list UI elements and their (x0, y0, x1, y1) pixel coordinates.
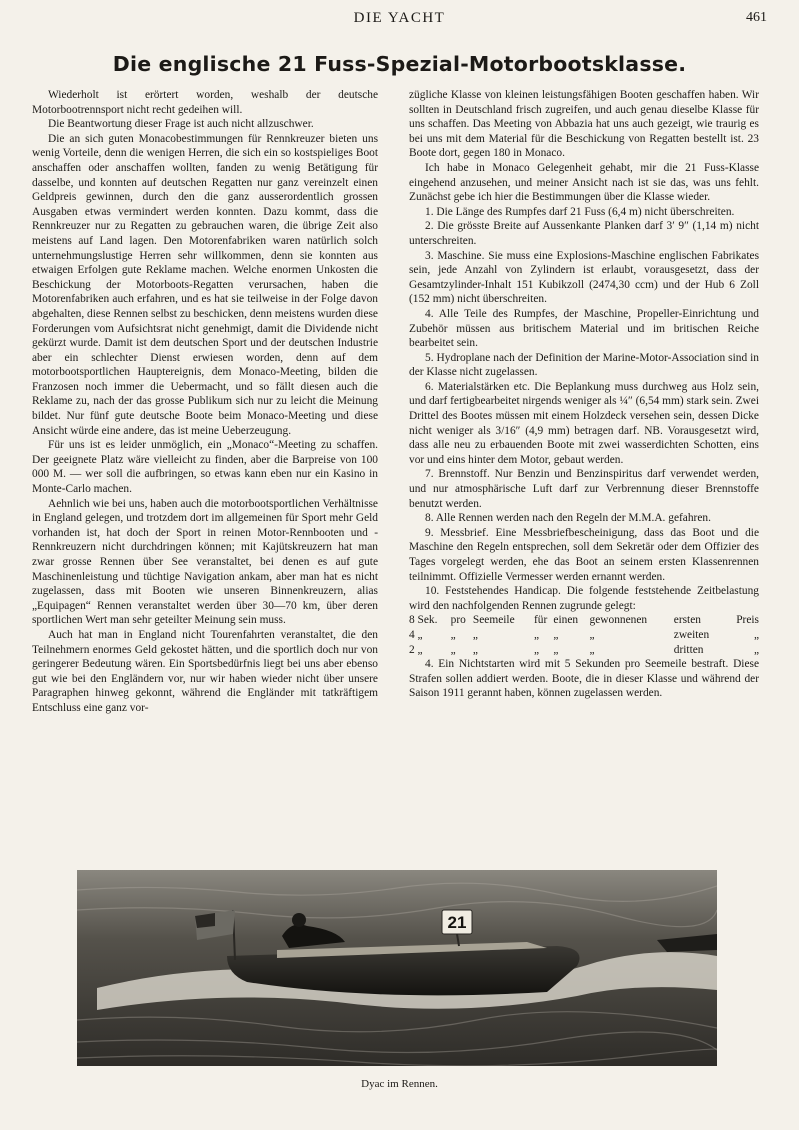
handicap-cell: pro (450, 614, 466, 627)
paragraph: Die an sich guten Monacobestimmungen für Rennkreuzer bieten uns wenig Vorteile, denn die wenigen Herren, die sich ein so kostspieliges Boot anschaffen oder anschaffen wollten, fanden zu wenig Betätigung für dasselbe, und konnten auf deutschen Regatten nur ganz vereinzelt einen Geldpreis gewinnen, durch den die ganz ausserordentlich grossen Ausgaben etwas vermindert werden konnten. Dazu kommt, dass die Rennkreuzer nur zu Regatten zu gebrauchen waren, die übrige Zeit also meistens auf Land lagen. Den Motorenfabriken waren natürlich solch unternehmungslustige Herren sehr willkommen, denn sie konnten aus etwaigen Erfolgen gute Reklame machen. Welche enormen Unkosten die Beschickung der Motorboots-Regatten verursachen, haben die Motorenfabriken auch erfahren, und es hat sie teilweise in der Folge davon abgehalten, diese Rennen selbst zu beschicken, denn meistens wurden diese Forderungen vom Aufsichtsrat nicht genehmigt, damit die Dividende nicht gekürzt wurde. Damit ist dem deutschen Sport und der deutschen Industrie aber ein schlechter Dienst erwiesen worden, denn auf dem motorbootsportlichen Hauptereignis, dem Monaco-Meeting, bilden die Franzosen noch immer die Uebermacht, und so fällt diesen auch die Reklame zu, nach der das grosse Publikum sich nur zu leicht die Meinung bildet. Nur fünf gute deutsche Boote beim Monaco-Meeting und diese Ansicht würde eine andere, das ist meine Ueberzeugung. (32, 132, 378, 437)
rule-9: 9. Messbrief. Eine Messbriefbescheinigung, dass das Boot und die Maschine den Regeln entsprechen, soll dem Sekretär oder dem Offizier des Tages vorgelegt werden, ehe das Boot an seinem ersten Klassenrennen teilnimmt. Offizielle Vermesser werden ernannt werden. (409, 526, 759, 583)
paragraph: zügliche Klasse von kleinen leistungsfähigen Booten geschaffen haben. Wir sollten in Deutschland frisch zugreifen, und auch genau dieselbe Klasse für uns schaffen. Das Meeting von Abbazia hat uns auch gezeigt, wie traurig es bei uns mit dem Material für die Beschickung von Regatten bestellt ist. 23 Boote dort, gegen 180 in Monaco. (409, 89, 759, 160)
rule-10: 10. Feststehendes Handicap. Die folgende feststehende Zeitbelastung wird den nachfolgenden Rennen zugrunde gelegt: (409, 585, 759, 612)
rule-4: 4. Alle Teile des Rumpfes, der Maschine, Propeller-Einrichtung und Zubehör müssen aus britischem Material und im britischen Reiche bearbeitet sein. (409, 307, 759, 350)
magazine-title: DIE YACHT (353, 10, 446, 26)
handicap-cell: „ (553, 628, 559, 641)
handicap-cell: zweiten (673, 628, 710, 641)
rule-5: 5. Hydroplane nach der Definition der Marine-Motor-Association sind in der Klasse nicht zugelassen. (409, 351, 759, 379)
racing-boat-image (77, 870, 717, 1066)
handicap-cell: Preis (736, 614, 759, 627)
rule-7: 7. Brennstoff. Nur Benzin und Benzinspiritus darf verwendet werden, und nur atmosphärische Luft darf zur Verbrennung dieser Brennstoffe benutzt werden. (409, 468, 759, 510)
paragraph: Die Beantwortung dieser Frage ist auch nicht allzuschwer. (48, 118, 314, 131)
rule-2: 2. Die grösste Breite auf Aussenkante Planken darf 3′ 9″ (1,14 m) nicht unterschreiten. (409, 220, 759, 247)
paragraph: Aehnlich wie bei uns, haben auch die motorbootsportlichen Verhältnisse in England gelegen, und trotzdem dort im allgemeinen für Sport mehr Geld vorhanden ist, hat doch der Sport in reinen Motor-Rennbooten und -Rennkreuzern nicht durchdringen können; mit Kajütskreuzern hat man zwar grosse Rennen über See veranstaltet, bei denen es auf gute Maschinenleistung und tüchtige Navigation ankam, aber man hat es nicht zugelassen, dass mit Booten wie unseren Binnenkreuzern, alias „Equipagen“ Rennen veranstaltet werden über 30—70 km, über deren sportlichen Wert man sehr geteilter Meinung sein muss. (32, 497, 378, 627)
boat-number: 21 (447, 913, 467, 932)
handicap-cell: „ (589, 643, 595, 656)
handicap-cell: „ (450, 628, 456, 641)
running-head (0, 8, 799, 30)
figure-caption: Dyac im Rennen. (361, 1078, 438, 1090)
rule-1: 1. Die Länge des Rumpfes darf 21 Fuss (6,4 m) nicht überschreiten. (425, 205, 735, 218)
rule-8: 8. Alle Rennen werden nach den Regeln der M.M.A. gefahren. (425, 512, 711, 525)
handicap-cell: „ (533, 628, 540, 641)
left-column (32, 88, 378, 716)
boat-photo (77, 870, 717, 1066)
handicap-cell: 8 Sek. (409, 614, 438, 627)
paragraph: Ich habe in Monaco Gelegenheit gehabt, mir die 21 Fuss-Klasse eingehend anzusehen, und meiner Ansicht nach ist sie das, was uns fehlt. Zunächst gebe ich hier die Bestimmungen über die Klasse wieder. (409, 161, 759, 204)
handicap-row (409, 628, 759, 643)
handicap-row (409, 613, 759, 628)
handicap-cell: für (533, 614, 548, 627)
handicap-cell: ersten (673, 614, 701, 627)
rule-6: 6. Materialstärken etc. Die Beplankung muss durchweg aus Holz sein, und darf fertigbearbeitet nirgends weniger als ¼″ (6,54 mm) stark sein. Zwei Drittel des Bootes müssen mit einem Holzdeck versehen sein, dessen Dicke nicht weniger als 3/16″ (4,9 mm) betragen darf. NB. Vorausgesetzt wird, dass alle neu zu erbauenden Boote mit zwei wasserdichten Schotten, eins vor und eins hinter dem Motor, gebaut werden. (409, 380, 759, 466)
handicap-cell: „ (472, 643, 478, 656)
handicap-row (409, 643, 759, 658)
handicap-cell: „ (450, 643, 456, 656)
page-number: 461 (746, 10, 767, 25)
handicap-cell: 4 „ (409, 628, 423, 641)
handicap-cell: „ (472, 628, 478, 641)
article-title: Die englische 21 Fuss-Spezial-Motorbootsklasse. (112, 52, 687, 76)
handicap-cell: dritten (673, 643, 704, 656)
handicap-cell: „ (533, 643, 540, 656)
handicap-cell: einen (553, 614, 579, 627)
handicap-cell: „ (553, 643, 559, 656)
paragraph: Auch hat man in England nicht Tourenfahrten veranstaltet, die den Teilnehmern enormes Geld gekostet hätten, und die sportlich doch nur von geringerer Bedeutung wären. Ein Sportsbedürfnis liegt bei uns aber ebenso gut wie bei den Engländern vor, nur wir haben wieder nicht über unsere Paragraphen hinweg gekonnt, während die Engländer mit tatkräftigem Entschluss eine ganz vor- (32, 628, 378, 714)
handicap-cell: „ (589, 628, 595, 641)
handicap-cell: 2 „ (409, 643, 423, 656)
right-column (409, 88, 759, 701)
paragraph: Wiederholt ist erörtert worden, weshalb der deutsche Motorbootrennsport nicht recht gedeihen will. (32, 89, 378, 116)
handicap-table (409, 613, 759, 657)
handicap-cell: „ (753, 643, 759, 656)
paragraph: Für uns ist es leider unmöglich, ein „Monaco“-Meeting zu schaffen. Der geeignete Platz wäre vielleicht zu finden, aber die Barpreise von 100 000 M. — wer soll die aufbringen, so etwas kann eben nur ein Kasino in Monte-Carlo machen. (32, 439, 378, 496)
driver-head (292, 913, 306, 927)
handicap-cell: „ (753, 628, 759, 641)
closing-paragraph: 4. Ein Nichtstarten wird mit 5 Sekunden pro Seemeile bestraft. Diese Strafen sollen addiert werden. Boote, die in dieser Klasse und während der Saison 1911 gerannt haben, können zugelassen werden. (409, 658, 759, 700)
handicap-cell: Seemeile (472, 614, 515, 627)
rule-3: 3. Maschine. Sie muss eine Explosions-Maschine englischen Fabrikates sein, jede Anzahl von Zylindern ist erlaubt, vorausgesetzt, dass der Gesamtzylinder-Inhalt 151 Kubikzoll (2474,30 ccm) und der Hub 6 Zoll (152 mm) nicht überschreiten. (409, 249, 759, 306)
handicap-cell: gewonnenen (589, 614, 648, 627)
